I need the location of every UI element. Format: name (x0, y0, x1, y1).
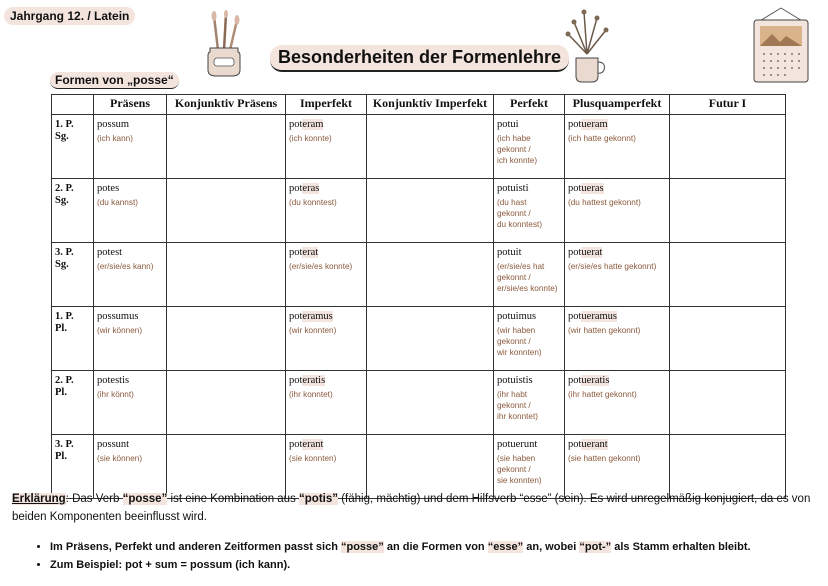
table-row (52, 115, 786, 179)
translation: (ihr hattet gekonnt) (568, 390, 637, 399)
plusquamperfekt-cell (565, 115, 670, 179)
person-cell: 1. P. Pl. (52, 307, 94, 371)
explanation-text: ist eine Kombination aus (167, 493, 300, 505)
imperfekt-cell (286, 115, 367, 179)
futur-cell (670, 307, 786, 371)
translation: (sie haben gekonnt / sie konnten) (497, 454, 542, 485)
perfekt-cell (494, 179, 565, 243)
page-title: Besonderheiten der Formenlehre (270, 45, 569, 72)
ending: ueratis (581, 375, 610, 386)
column-header: Futur I (670, 95, 786, 115)
bullet-text: Im Präsens, Perfekt und anderen Zeitformen passt sich (50, 541, 341, 553)
column-header: Konjunktiv Imperfekt (367, 95, 494, 115)
translation: (er/sie/es hatte gekonnt) (568, 262, 657, 271)
plant-pot-icon (562, 6, 612, 84)
latin-form (289, 247, 363, 259)
highlight-potis: “potis” (299, 493, 339, 505)
konj-praesens-cell (167, 371, 286, 435)
perfekt-cell (494, 435, 565, 499)
list-item: • Zum Beispiel: pot + sum = possum (ich kann). (50, 556, 751, 574)
praesens-cell (94, 115, 167, 179)
latin-form: potuit (497, 247, 522, 258)
translation: (du hattest gekonnt) (568, 198, 641, 207)
ending: erat (302, 247, 319, 258)
konj-imperfekt-cell (367, 115, 494, 179)
futur-cell (670, 179, 786, 243)
stem: pot (289, 119, 303, 130)
translation: (ihr konntet) (289, 390, 333, 399)
latin-form: possunt (97, 439, 130, 450)
translation: (du kannst) (97, 198, 138, 207)
table-row (52, 243, 786, 307)
futur-cell (670, 243, 786, 307)
bullet-list (34, 538, 751, 574)
futur-cell (670, 435, 786, 499)
praesens-cell (94, 435, 167, 499)
konj-praesens-cell (167, 307, 286, 371)
translation: (sie können) (97, 454, 143, 463)
person-cell: 3. P. Pl. (52, 435, 94, 499)
praesens-cell (94, 307, 167, 371)
latin-form (568, 439, 666, 451)
translation: (du konntest) (289, 198, 337, 207)
highlight-posse: “posse” (340, 541, 384, 553)
translation: (ich hatte gekonnt) (568, 134, 636, 143)
latin-form: possum (97, 119, 130, 130)
latin-form: potuisti (497, 183, 529, 194)
conjugation-table (51, 94, 786, 499)
latin-form (289, 311, 363, 323)
bullet-text: als Stamm erhalten bleibt. (611, 541, 751, 553)
futur-cell (670, 115, 786, 179)
translation: (wir haben gekonnt / wir konnten) (497, 326, 542, 357)
column-header: Imperfekt (286, 95, 367, 115)
konj-praesens-cell (167, 435, 286, 499)
ending: eras (302, 183, 320, 194)
plusquamperfekt-cell (565, 435, 670, 499)
person-cell: 3. P. Sg. (52, 243, 94, 307)
perfekt-cell (494, 243, 565, 307)
imperfekt-cell (286, 243, 367, 307)
konj-praesens-cell (167, 179, 286, 243)
translation: (er/sie/es kann) (97, 262, 154, 271)
stem: pot (568, 439, 582, 450)
konj-praesens-cell (167, 115, 286, 179)
stem: pot (568, 247, 582, 258)
latin-form (289, 119, 363, 131)
stem: pot (289, 247, 303, 258)
konj-imperfekt-cell (367, 243, 494, 307)
translation: (wir konnten) (289, 326, 337, 335)
person-cell: 2. P. Sg. (52, 179, 94, 243)
perfekt-cell (494, 371, 565, 435)
stem: pot (568, 183, 582, 194)
ending: ueramus (581, 311, 617, 322)
imperfekt-cell (286, 179, 367, 243)
table-row (52, 435, 786, 499)
person-cell: 2. P. Pl. (52, 371, 94, 435)
latin-form (568, 183, 666, 195)
explanation (12, 490, 818, 526)
stem: pot (568, 375, 582, 386)
latin-form: potes (97, 183, 120, 194)
translation: (ihr habt gekonnt / ihr konntet) (497, 390, 538, 421)
perfekt-cell (494, 307, 565, 371)
latin-form: potuerunt (497, 439, 538, 450)
plusquamperfekt-cell (565, 307, 670, 371)
ending: erant (302, 439, 324, 450)
bullet-text: an, wobei (523, 541, 580, 553)
translation: (sie hatten gekonnt) (568, 454, 641, 463)
ending: ueras (581, 183, 604, 194)
brush-jar-icon (204, 10, 244, 80)
section-heading: Formen von „posse“ (50, 72, 179, 89)
list-item (50, 538, 751, 556)
stem: pot (289, 375, 303, 386)
explanation-label: Erklärung (12, 493, 66, 505)
latin-form: possumus (97, 311, 139, 322)
ending: eramus (302, 311, 333, 322)
highlight-pot: “pot-” (579, 541, 612, 553)
latin-form: potest (97, 247, 123, 258)
column-header: Plusquamperfekt (565, 95, 670, 115)
ending: ueram (581, 119, 608, 130)
latin-form: potui (497, 119, 519, 130)
plusquamperfekt-cell (565, 371, 670, 435)
column-header: Konjunktiv Präsens (167, 95, 286, 115)
grade-label: Jahrgang 12. / Latein (4, 7, 135, 25)
konj-praesens-cell (167, 243, 286, 307)
latin-form (568, 247, 666, 259)
highlight-esse: “esse” (487, 541, 524, 553)
translation: (wir können) (97, 326, 143, 335)
futur-cell (670, 371, 786, 435)
konj-imperfekt-cell (367, 179, 494, 243)
latin-form: potuimus (497, 311, 537, 322)
translation: (ich habe gekonnt / ich konnte) (497, 134, 538, 165)
translation: (ich konnte) (289, 134, 332, 143)
explanation-text: : Das Verb (65, 493, 123, 505)
ending: eram (302, 119, 324, 130)
latin-form (568, 119, 666, 131)
stem: pot (289, 311, 303, 322)
translation: (wir hatten gekonnt) (568, 326, 641, 335)
perfekt-cell (494, 115, 565, 179)
latin-form (289, 375, 363, 387)
latin-form: potestis (97, 375, 130, 386)
bullet-text: an die Formen von (383, 541, 488, 553)
ending: uerat (581, 247, 603, 258)
explanation-text: (fähig, mächtig) und dem Hilfsverb “esse” (sein). Es wird unregelmäßig konjugiert, da es von beiden Komponenten beeinflusst wird. (12, 493, 811, 523)
latin-form (289, 183, 363, 195)
praesens-cell (94, 243, 167, 307)
table-header-row (52, 95, 786, 115)
praesens-cell (94, 179, 167, 243)
latin-form (568, 311, 666, 323)
konj-imperfekt-cell (367, 371, 494, 435)
calendar-icon (748, 6, 814, 86)
translation: (ihr könnt) (97, 390, 134, 399)
column-header: Perfekt (494, 95, 565, 115)
translation: (du hast gekonnt / du konntest) (497, 198, 543, 229)
stem: pot (568, 311, 582, 322)
stem: pot (289, 439, 303, 450)
column-header (52, 95, 94, 115)
table-row (52, 307, 786, 371)
translation: (er/sie/es hat gekonnt / er/sie/es konnte) (497, 262, 558, 293)
translation: (er/sie/es konnte) (289, 262, 353, 271)
plusquamperfekt-cell (565, 243, 670, 307)
konj-imperfekt-cell (367, 435, 494, 499)
table-row (52, 371, 786, 435)
highlight-posse: “posse” (122, 493, 168, 505)
column-header: Präsens (94, 95, 167, 115)
ending: eratis (302, 375, 326, 386)
latin-form (568, 375, 666, 387)
stem: pot (289, 183, 303, 194)
praesens-cell (94, 371, 167, 435)
stem: pot (568, 119, 582, 130)
imperfekt-cell (286, 435, 367, 499)
ending: uerant (581, 439, 608, 450)
person-cell: 1. P. Sg. (52, 115, 94, 179)
translation: (ich kann) (97, 134, 133, 143)
imperfekt-cell (286, 371, 367, 435)
konj-imperfekt-cell (367, 307, 494, 371)
latin-form (289, 439, 363, 451)
translation: (sie konnten) (289, 454, 337, 463)
latin-form: potuistis (497, 375, 533, 386)
table-row (52, 179, 786, 243)
imperfekt-cell (286, 307, 367, 371)
plusquamperfekt-cell (565, 179, 670, 243)
